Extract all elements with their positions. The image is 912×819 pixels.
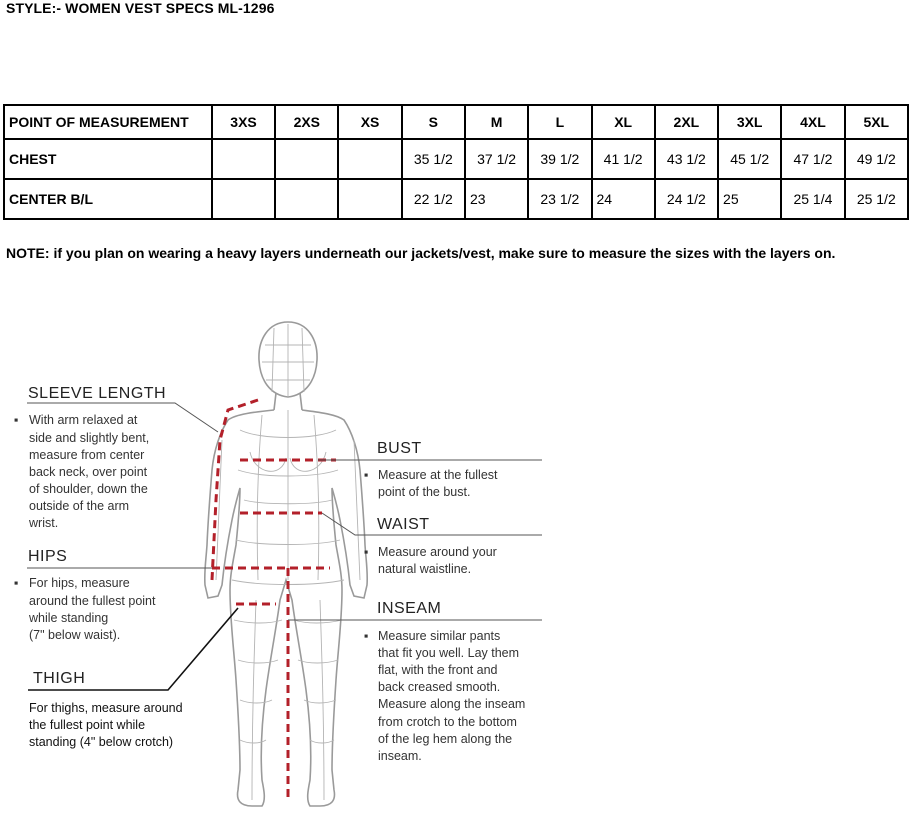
row-label: CHEST [4, 139, 212, 179]
header-size: 5XL [845, 105, 908, 139]
body-outline [205, 410, 368, 806]
table-cell [275, 179, 338, 219]
head-mesh [262, 324, 314, 396]
waist-leader [322, 513, 542, 535]
header-size: S [402, 105, 465, 139]
waist-text-line: natural waistline. [378, 562, 472, 576]
table-cell [338, 139, 401, 179]
thigh-label [29, 670, 183, 749]
inseam-text-line: back creased smooth. [378, 680, 501, 694]
measurement-guide-figure [0, 300, 912, 819]
hips-label [14, 548, 156, 642]
table-cell: 41 1/2 [592, 139, 655, 179]
header-size: M [465, 105, 528, 139]
sleeve-text-line: outside of the arm [29, 499, 130, 513]
hips-text-line: around the fullest point [29, 594, 156, 608]
waist-text-line: Measure around your [378, 545, 497, 559]
bust-text-line: point of the bust. [378, 485, 471, 499]
body-figure [205, 322, 368, 806]
table-cell [275, 139, 338, 179]
header-size: 3XL [718, 105, 781, 139]
thigh-text-line: the fullest point while [29, 718, 146, 732]
table-cell: 23 [465, 179, 528, 219]
hips-text-line: For hips, measure [29, 576, 130, 590]
bullet-icon: ▪ [364, 468, 369, 482]
waist-title: WAIST [377, 516, 430, 533]
table-cell: 25 1/2 [845, 179, 908, 219]
table-cell: 25 1/4 [781, 179, 844, 219]
table-header-row [4, 105, 908, 139]
hips-title: HIPS [28, 548, 68, 565]
bullet-icon: ▪ [364, 629, 369, 643]
inseam-text-line: of the leg hem along the [378, 732, 513, 746]
table-cell [212, 139, 275, 179]
table-cell: 37 1/2 [465, 139, 528, 179]
layering-note: NOTE: if you plan on wearing a heavy layers underneath our jackets/vest, make sure to measure the sizes with the layers on. [6, 245, 836, 261]
page-title: STYLE:- WOMEN VEST SPECS ML-1296 [6, 0, 275, 16]
bullet-icon: ▪ [14, 413, 19, 427]
header-size: XS [338, 105, 401, 139]
bust-title: BUST [377, 440, 422, 457]
header-size: 4XL [781, 105, 844, 139]
inseam-label [364, 600, 525, 763]
table-row-center-bl [4, 179, 908, 219]
table-cell: 39 1/2 [528, 139, 591, 179]
bust-text-line: Measure at the fullest [378, 468, 498, 482]
table-cell: 35 1/2 [402, 139, 465, 179]
inseam-text-line: inseam. [378, 749, 422, 763]
inseam-text-line: Measure along the inseam [378, 697, 526, 711]
table-cell: 23 1/2 [528, 179, 591, 219]
row-label: CENTER B/L [4, 179, 212, 219]
table-cell: 25 [718, 179, 781, 219]
inseam-text-line: Measure similar pants [378, 629, 501, 643]
sleeve-text-line: wrist. [29, 516, 59, 530]
table-cell [338, 179, 401, 219]
sleeve-text-line: of shoulder, down the [29, 482, 148, 496]
inseam-text-line: that fit you well. Lay them [378, 646, 520, 660]
inseam-text-line: flat, with the front and [378, 663, 498, 677]
sleeve-text-line: With arm relaxed at [29, 413, 138, 427]
table-cell: 45 1/2 [718, 139, 781, 179]
table-cell: 43 1/2 [655, 139, 718, 179]
inseam-text-line: from crotch to the bottom [378, 715, 517, 729]
header-size: XL [592, 105, 655, 139]
hips-text-line: while standing [29, 611, 109, 625]
bullet-icon: ▪ [14, 576, 19, 590]
table-cell: 24 1/2 [655, 179, 718, 219]
thigh-text-line: For thighs, measure around [29, 701, 183, 715]
header-size: 2XS [275, 105, 338, 139]
sleeve-text-line: measure from center [29, 448, 145, 462]
bust-label [364, 440, 498, 499]
table-cell: 22 1/2 [402, 179, 465, 219]
table-row-chest [4, 139, 908, 179]
header-size: L [528, 105, 591, 139]
header-size: 2XL [655, 105, 718, 139]
waist-label [364, 516, 497, 576]
bullet-icon: ▪ [364, 545, 369, 559]
header-point-of-measurement: POINT OF MEASUREMENT [4, 105, 212, 139]
sleeve-length-label [14, 385, 166, 530]
sleeve-text-line: back neck, over point [29, 465, 148, 479]
table-cell: 24 [592, 179, 655, 219]
table-cell: 47 1/2 [781, 139, 844, 179]
sleeve-title: SLEEVE LENGTH [28, 385, 167, 402]
table-cell: 49 1/2 [845, 139, 908, 179]
thigh-title: THIGH [33, 670, 86, 687]
table-cell [212, 179, 275, 219]
header-size: 3XS [212, 105, 275, 139]
thigh-text-line: standing (4" below crotch) [29, 735, 174, 749]
sleeve-text-line: side and slightly bent, [29, 431, 150, 445]
inseam-title: INSEAM [377, 600, 442, 617]
hips-text-line: (7" below waist). [29, 628, 121, 642]
size-spec-table [3, 104, 909, 220]
